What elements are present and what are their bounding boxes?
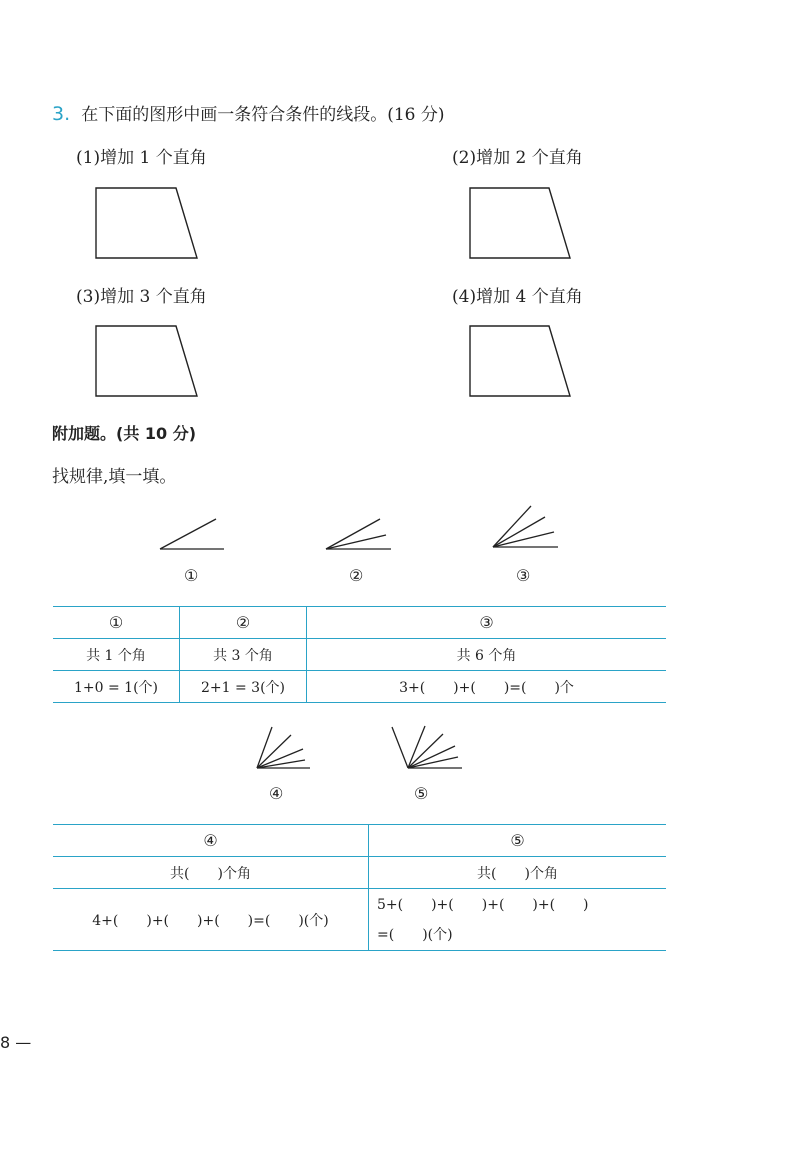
angle-figures-row-2 — [0, 720, 800, 780]
question-number: 3. — [52, 103, 71, 125]
angle-count-table-2 — [53, 824, 666, 951]
table2-header-5: ⑤ — [369, 825, 667, 857]
table2-header-4: ④ — [203, 831, 218, 850]
table2-count-4-blank[interactable]: 共( )个角 — [170, 865, 251, 882]
table1-header-2: ② — [180, 607, 307, 639]
trapezoid-figures[interactable] — [0, 0, 800, 420]
table1-count-3: 共 6 个角 — [307, 639, 667, 671]
table2-formula-4-blanks[interactable]: 4+( )+( )+( )=( )(个) — [92, 912, 329, 929]
figure-label-2: ② — [349, 566, 364, 585]
part-2-label: (2)增加 2 个直角 — [452, 148, 583, 168]
bonus-title: 附加题。(共 10 分) — [52, 424, 197, 443]
trapezoid-1 — [96, 188, 197, 258]
angle-figure-5 — [392, 726, 462, 768]
figure-label-1: ① — [184, 566, 199, 585]
angle-figure-1 — [160, 519, 224, 549]
part-4-label: (4)增加 4 个直角 — [452, 287, 583, 307]
question-text: 在下面的图形中画一条符合条件的线段。(16 分) — [81, 105, 445, 125]
angle-figure-4 — [257, 727, 310, 768]
table1-count-1: 共 1 个角 — [86, 647, 146, 664]
table2-formula-5-line1[interactable]: 5+( )+( )+( )+( ) — [377, 896, 589, 913]
angle-figure-3 — [493, 506, 558, 547]
table2-formula-5 — [369, 889, 667, 951]
figure-label-5: ⑤ — [414, 784, 429, 803]
angle-figures-row-1 — [0, 500, 800, 560]
table1-header-1: ① — [108, 613, 124, 632]
figure-label-4: ④ — [269, 784, 284, 803]
page-number: 8 — — [0, 1033, 32, 1052]
bonus-instruction: 找规律,填一填。 — [52, 467, 177, 487]
table1-formula-1: 1+0 = 1(个) — [73, 679, 158, 696]
table2-count-5-blank[interactable]: 共( )个角 — [369, 857, 667, 889]
table1-count-2: 共 3 个角 — [180, 639, 307, 671]
trapezoid-4 — [470, 326, 570, 396]
table1-header-3: ③ — [307, 607, 667, 639]
part-1-label: (1)增加 1 个直角 — [76, 148, 207, 168]
angle-count-table-1 — [53, 606, 666, 703]
part-3-label: (3)增加 3 个直角 — [76, 287, 207, 307]
table2-formula-5-line2[interactable]: =( )(个) — [377, 926, 453, 943]
table1-formula-3-blanks[interactable]: 3+( )+( )=( )个 — [307, 671, 667, 703]
trapezoid-2 — [470, 188, 570, 258]
figure-label-3: ③ — [516, 566, 531, 585]
trapezoid-3 — [96, 326, 197, 396]
table1-formula-2: 2+1 = 3(个) — [180, 671, 307, 703]
angle-figure-2 — [326, 519, 391, 549]
